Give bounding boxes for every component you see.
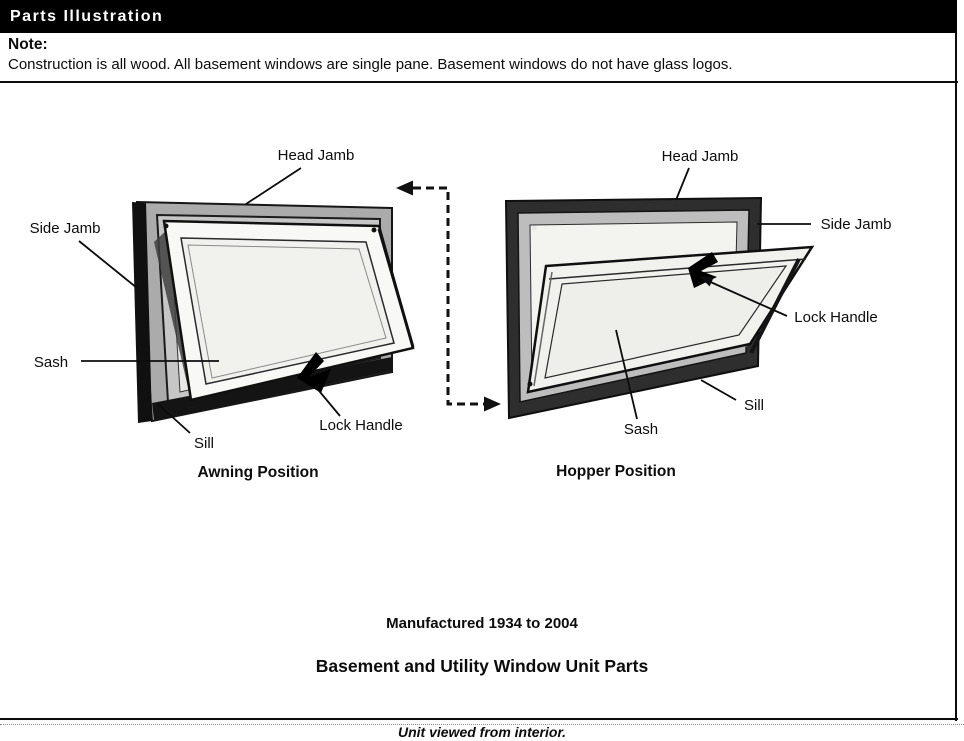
page-title: Parts Illustration [10, 7, 164, 25]
hopper-window-illustration [506, 148, 891, 480]
awning-caption: Awning Position [197, 464, 319, 481]
awning-sill-label: Sill [193, 435, 215, 452]
awning-hinge-pin-right [372, 228, 377, 233]
viewed-from-interior-text: Unit viewed from interior. [397, 724, 567, 740]
hopper-hinge-pin-bottom [528, 382, 533, 387]
hopper-lock-handle-label: Lock Handle [794, 309, 878, 326]
note-body: Construction is all wood. All basement windows are single pane. Basement windows do not have glass logos. [8, 56, 733, 73]
hopper-sash-label: Sash [623, 421, 659, 438]
note-label: Note: [8, 36, 48, 53]
awning-lock-handle-label: Lock Handle [319, 417, 403, 434]
hopper-caption: Hopper Position [556, 463, 676, 480]
unit-parts-title: Basement and Utility Window Unit Parts [315, 656, 649, 676]
bottom-rule [0, 718, 958, 720]
hopper-head-jamb-label: Head Jamb [661, 148, 739, 165]
awning-head-jamb-label: Head Jamb [277, 147, 355, 164]
awning-head-jamb-leader [246, 168, 301, 204]
swap-arrow-left-icon [396, 181, 413, 196]
hopper-hinge-pin-top [532, 226, 537, 231]
swap-arrow-right-icon [484, 397, 501, 412]
awning-hinge-pin-left [164, 224, 169, 229]
swap-arrow-path [413, 188, 485, 404]
hopper-sill-leader [701, 380, 736, 400]
hopper-head-jamb-leader [676, 168, 689, 200]
hopper-sill-label: Sill [743, 397, 765, 414]
awning-side-jamb-leader [79, 241, 137, 288]
hopper-side-jamb-label: Side Jamb [820, 216, 892, 233]
position-swap-arrows [396, 181, 501, 412]
manufactured-text: Manufactured 1934 to 2004 [386, 615, 578, 632]
awning-window-illustration [30, 147, 413, 481]
awning-side-jamb-label: Side Jamb [29, 220, 101, 237]
awning-lock-handle-leader [315, 386, 340, 416]
awning-sash-label: Sash [33, 354, 69, 371]
